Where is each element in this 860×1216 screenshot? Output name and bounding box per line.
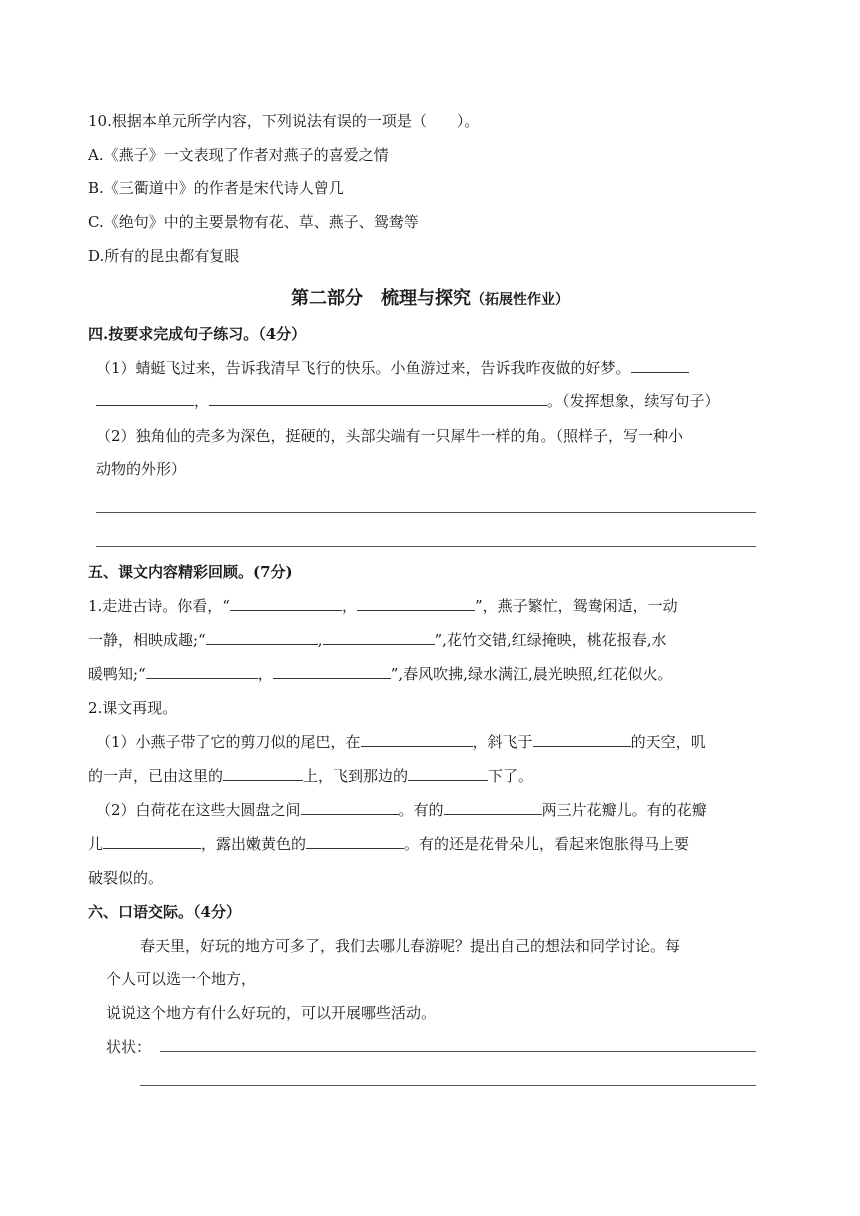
sec4-heading: 四.按要求完成句子练习。（4分） (88, 325, 307, 343)
sec4-answer-line-2[interactable] (96, 546, 756, 547)
sec6-answer-line-1[interactable] (160, 1051, 756, 1052)
sec5-text: 暖鸭知;“ (88, 665, 146, 683)
sec5-text: 下了。 (488, 767, 534, 785)
sec4-q1-comma: ， (194, 392, 210, 410)
sec5-text: 一静，相映成趣;“ (88, 631, 206, 649)
sec5-poem-line2 (88, 629, 667, 651)
sec4-q1-tail: 。（发挥想象，续写句子） (547, 392, 720, 410)
sec5-recall-q2-line1 (96, 799, 707, 821)
sec4-q2-line2: 动物的外形） (96, 460, 187, 478)
poem-blank-6[interactable] (273, 664, 391, 679)
sec4-q1-blank-a[interactable] (631, 358, 689, 373)
q10-option-c: C.《绝句》中的主要景物有花、草、燕子、鸳鸯等 (88, 213, 419, 231)
sec5-text: ”，燕子繁忙，鸳鸯闲适，一动 (475, 597, 678, 615)
recall-blank-8[interactable] (306, 834, 404, 849)
sec4-q1-line2 (96, 390, 720, 412)
recall-blank-1[interactable] (361, 732, 473, 747)
sec5-text: 的一声，已由这里的 (88, 767, 224, 785)
sec5-text: 上，飞到那边的 (303, 767, 409, 785)
poem-blank-5[interactable] (146, 664, 258, 679)
sec5-recall-q1-line1 (96, 731, 706, 753)
recall-blank-5[interactable] (301, 800, 399, 815)
sec5-text: ，露出嫩黄色的 (201, 835, 307, 853)
sec5-recall-q2-line3: 破裂似的。 (88, 869, 164, 887)
sec4-q2-line1: （2）独角仙的壳多为深色，挺硬的，头部尖端有一只犀牛一样的角。（照样子，写一种小 (96, 427, 684, 445)
sec6-line2: 个人可以选一个地方， (106, 970, 257, 988)
part2-title-block (0, 286, 860, 313)
q10-stem: 10.根据本单元所学内容，下列说法有误的一项是（ ）。 (88, 112, 480, 130)
sec5-recall-q2-line2 (88, 833, 689, 855)
sec6-line3: 说说这个地方有什么好玩的，可以开展哪些活动。 (106, 1004, 437, 1022)
sec6-answer-label: 状状： (106, 1038, 152, 1056)
poem-blank-3[interactable] (206, 630, 318, 645)
poem-blank-4[interactable] (323, 630, 435, 645)
recall-blank-2[interactable] (533, 732, 631, 747)
sec5-text: 的天空，叽 (630, 733, 706, 751)
q10-option-a: A.《燕子》一文表现了作者对燕子的喜爱之情 (88, 146, 389, 164)
part2-subtitle: （拓展性作业） (471, 292, 569, 308)
poem-blank-1[interactable] (230, 596, 342, 611)
sec6-line1: 春天里，好玩的地方可多了，我们去哪儿春游呢？提出自己的想法和同学讨论。每 (140, 937, 681, 955)
sec6-answer-line-2[interactable] (140, 1085, 756, 1086)
sec5-recall-q1-line2 (88, 765, 533, 787)
sec6-heading: 六、口语交际。（4分） (88, 903, 241, 921)
sec5-text: , (317, 631, 323, 649)
sec5-text: 。有的还是花骨朵儿，看起来饱胀得马上要 (404, 835, 690, 853)
sec5-text: 两三片花瓣儿。有的花瓣 (541, 801, 707, 819)
sec4-q1-line1 (96, 357, 689, 379)
recall-blank-7[interactable] (103, 834, 201, 849)
q10-option-d: D.所有的昆虫都有复眼 (88, 247, 240, 265)
recall-blank-4[interactable] (408, 766, 488, 781)
recall-blank-3[interactable] (223, 766, 303, 781)
sec5-text: 。有的 (398, 801, 444, 819)
sec5-text: 1.走进古诗。你看，“ (88, 597, 230, 615)
sec5-text: ，斜飞于 (472, 733, 533, 751)
sec5-text: ， (257, 665, 273, 683)
q10-option-b: B.《三衢道中》的作者是宋代诗人曾几 (88, 179, 344, 197)
poem-blank-2[interactable] (357, 596, 475, 611)
sec5-poem-line3 (88, 663, 673, 685)
sec5-recall-heading: 2.课文再现。 (88, 699, 178, 717)
sec5-text: （1）小燕子带了它的剪刀似的尾巴，在 (96, 733, 361, 751)
recall-blank-6[interactable] (444, 800, 542, 815)
part2-title: 第二部分 梳理与探究 (291, 288, 471, 309)
sec5-text: ”,春风吹拂,绿水满江,晨光映照,红花似火。 (390, 665, 673, 683)
sec5-poem-line1 (88, 595, 678, 617)
sec5-text: 儿 (88, 835, 104, 853)
sec5-heading: 五、课文内容精彩回顾。(7分) (88, 563, 293, 581)
sec4-q1-text: （1）蜻蜓飞过来，告诉我清早飞行的快乐。小鱼游过来，告诉我昨夜做的好梦。 (96, 359, 631, 377)
sec4-q1-blank-b[interactable] (96, 391, 194, 406)
sec4-answer-line-1[interactable] (96, 512, 756, 513)
sec5-text: （2）白荷花在这些大圆盘之间 (96, 801, 301, 819)
sec4-q1-blank-c[interactable] (209, 391, 547, 406)
sec5-text: ， (341, 597, 357, 615)
sec5-text: ”,花竹交错,红绿掩映，桃花报春,水 (434, 631, 667, 649)
